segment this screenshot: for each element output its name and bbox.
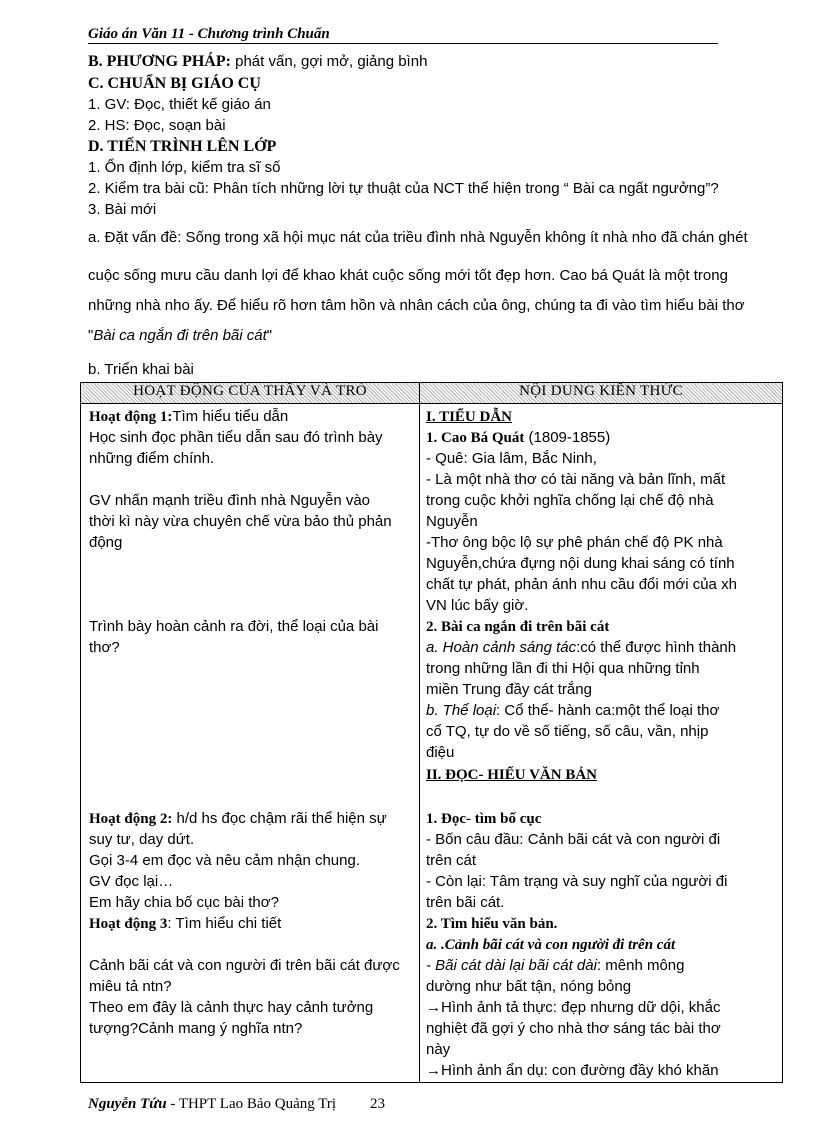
col-header-content: NỘI DUNG KIẾN THỨC: [420, 383, 783, 404]
text-line: thơ?: [89, 639, 120, 656]
text-line: Theo em đây là cảnh thực hay cảnh tưởng: [89, 999, 374, 1016]
deploy-line: b. Triển khai bài: [88, 361, 194, 378]
method-line: [88, 52, 427, 72]
section-doc-hieu: II. ĐỌC- HIỂU VĂN BẢN: [426, 767, 597, 783]
author-name: 1. Cao Bá Quát: [426, 430, 525, 446]
footer-author: Nguyễn Tứu: [88, 1096, 167, 1112]
text-line: thời kì này vừa chuyên chế vừa bảo thủ phản: [89, 513, 392, 530]
intro-quote: [88, 326, 272, 346]
scene-heading: a. .Cảnh bãi cát và con người đi trên cát: [426, 937, 676, 953]
intro-line: cuộc sống mưu cầu danh lợi để khao khát cuộc sống mới tốt đẹp hơn. Cao bá Quát là một trong: [88, 267, 728, 284]
text-line: - Quê: Gia lâm, Bắc Ninh,: [426, 450, 597, 467]
text-line: động: [89, 534, 123, 551]
activity-1-label: Hoạt động 1:: [89, 409, 173, 425]
genre-label: b. Thể loại: [426, 702, 497, 719]
process-item: 3. Bài mới: [88, 201, 157, 218]
prep-item: 1. GV: Đọc, thiết kế giáo án: [88, 96, 271, 113]
text-line: →Hình ảnh tả thực: đẹp nhưng dữ dội, khắc: [426, 999, 721, 1016]
footer-school: - THPT Lao Bảo Quảng Trị: [166, 1096, 337, 1112]
text-line: -Thơ ông bộc lộ sự phê phán chế độ PK nhà: [426, 534, 723, 551]
text-line: Trình bày hoàn cảnh ra đời, thể loại của bài: [89, 618, 379, 635]
text-line: - Là một nhà thơ có tài năng và bản lĩnh, mất: [426, 471, 726, 488]
context-text: :có thể được hình thành: [576, 639, 737, 656]
process-item: 1. Ổn định lớp, kiểm tra sĩ số: [88, 159, 281, 176]
method-label: B. PHƯƠNG PHÁP:: [88, 53, 231, 70]
intro-line: a. Đặt vấn đề: Sống trong xã hội mục nát của triều đình nhà Nguyễn không ít nhà nho đã chán ghét: [88, 229, 748, 246]
text-line: - Bốn câu đầu: Cảnh bãi cát và con người đi: [426, 831, 721, 848]
structure-heading: 1. Đọc- tìm bố cục: [426, 811, 542, 827]
col-header-activities: HOẠT ĐỘNG CỦA THẦY VÀ TRÒ: [81, 383, 420, 404]
analysis-heading: 2. Tìm hiểu văn bản.: [426, 916, 558, 932]
prep-item: 2. HS: Đọc, soạn bài: [88, 117, 226, 134]
prep-title: C. CHUẨN BỊ GIÁO CỤ: [88, 75, 261, 92]
scene-line: [426, 956, 684, 976]
activity-2: [89, 809, 387, 829]
quote-open: ": [88, 327, 94, 344]
process-item: 2. Kiểm tra bài cũ: Phân tích những lời tự thuật của NCT thể hiện trong “ Bài ca ngất ngưởng”?: [88, 180, 719, 197]
text-line: Cảnh bãi cát và con người đi trên bãi cát được: [89, 957, 400, 974]
text-line: miền Trung đầy cát trắng: [426, 681, 592, 698]
activity-2-text: h/d hs đọc chậm rãi thể hiện sự: [172, 810, 387, 827]
poem-heading: 2. Bài ca ngắn đi trên bãi cát: [426, 619, 610, 635]
text-line: trong cuộc khởi nghĩa chống lại chế độ nhà: [426, 492, 714, 509]
activity-3-text: : Tìm hiểu chi tiết: [167, 915, 282, 932]
text-line: Gọi 3-4 em đọc và nêu cảm nhận chung.: [89, 852, 360, 869]
process-title: D. TIẾN TRÌNH LÊN LỚP: [88, 138, 277, 155]
intro-line: những nhà nho ấy. Để hiểu rõ hơn tâm hồn và nhân cách của ông, chúng ta đi vào tìm hiểu bài thơ: [88, 297, 745, 314]
quote-close: ": [266, 327, 273, 344]
header-rule: [88, 43, 718, 44]
text-line: tượng?Cảnh mang ý nghĩa ntn?: [89, 1020, 303, 1037]
content-column: [420, 404, 783, 1083]
activity-3: [89, 914, 281, 934]
text-line: Nguyễn: [426, 513, 478, 530]
text-line: trên cát: [426, 852, 477, 869]
text-line: này: [426, 1041, 451, 1058]
text-line: nghiệt đã gợi ý cho nhà thơ sáng tác bài thơ: [426, 1020, 721, 1037]
text-line: những điểm chính.: [89, 450, 215, 467]
text-line: cổ TQ, tự do về số tiếng, số câu, vần, nhịp: [426, 723, 709, 740]
text-line: GV nhấn mạnh triều đình nhà Nguyễn vào: [89, 492, 371, 509]
genre-text: : Cổ thể- hành ca:một thể loại thơ: [496, 702, 720, 719]
genre-line: [426, 701, 719, 721]
activity-3-label: Hoạt động 3: [89, 916, 168, 932]
text-line: Nguyễn,chứa đựng nội dung khai sáng có tính: [426, 555, 735, 572]
page-footer: [88, 1096, 385, 1113]
author-years: (1809-1855): [524, 429, 611, 446]
activity-2-label: Hoạt động 2:: [89, 811, 173, 827]
text-line: Em hãy chia bố cục bài thơ?: [89, 894, 279, 911]
scene-quote: - Bãi cát dài lại bãi cát dài: [426, 957, 597, 974]
activity-1: [89, 407, 288, 427]
text-line: chất tự phát, phản ánh nhu cầu đổi mới của xh: [426, 576, 737, 593]
method-text: phát vấn, gợi mở, giảng bình: [230, 53, 428, 70]
text-line: điệu: [426, 744, 455, 761]
text-line: Học sinh đọc phần tiểu dẫn sau đó trình bày: [89, 429, 383, 446]
page-number: 23: [370, 1096, 386, 1112]
activities-column: [81, 404, 420, 1083]
lesson-table: [80, 382, 783, 1083]
activity-1-text: Tìm hiểu tiểu dẫn: [172, 408, 289, 425]
page-header: Giáo án Văn 11 - Chương trình Chuẩn: [88, 26, 330, 42]
text-line: GV đọc lại…: [89, 873, 174, 890]
text-line: dường như bất tận, nóng bỏng: [426, 978, 632, 995]
author-heading: [426, 428, 610, 448]
text-line: suy tư, day dứt.: [89, 831, 195, 848]
section-tieu-dan: I. TIỂU DẪN: [426, 409, 512, 425]
context-label: a. Hoàn cảnh sáng tác: [426, 639, 577, 656]
scene-text: : mênh mông: [596, 957, 685, 974]
text-line: miêu tả ntn?: [89, 978, 172, 995]
text-line: trong những lần đi thi Hội qua những tỉnh: [426, 660, 700, 677]
poem-title: Bài ca ngắn đi trên bãi cát: [93, 327, 267, 344]
text-line: VN lúc bấy giờ.: [426, 597, 529, 614]
text-line: →Hình ảnh ẩn dụ: con đường đầy khó khăn: [426, 1062, 719, 1079]
text-line: - Còn lại: Tâm trạng và suy nghĩ của người đi: [426, 873, 728, 890]
context-line: [426, 638, 736, 658]
text-line: trên bãi cát.: [426, 894, 505, 911]
